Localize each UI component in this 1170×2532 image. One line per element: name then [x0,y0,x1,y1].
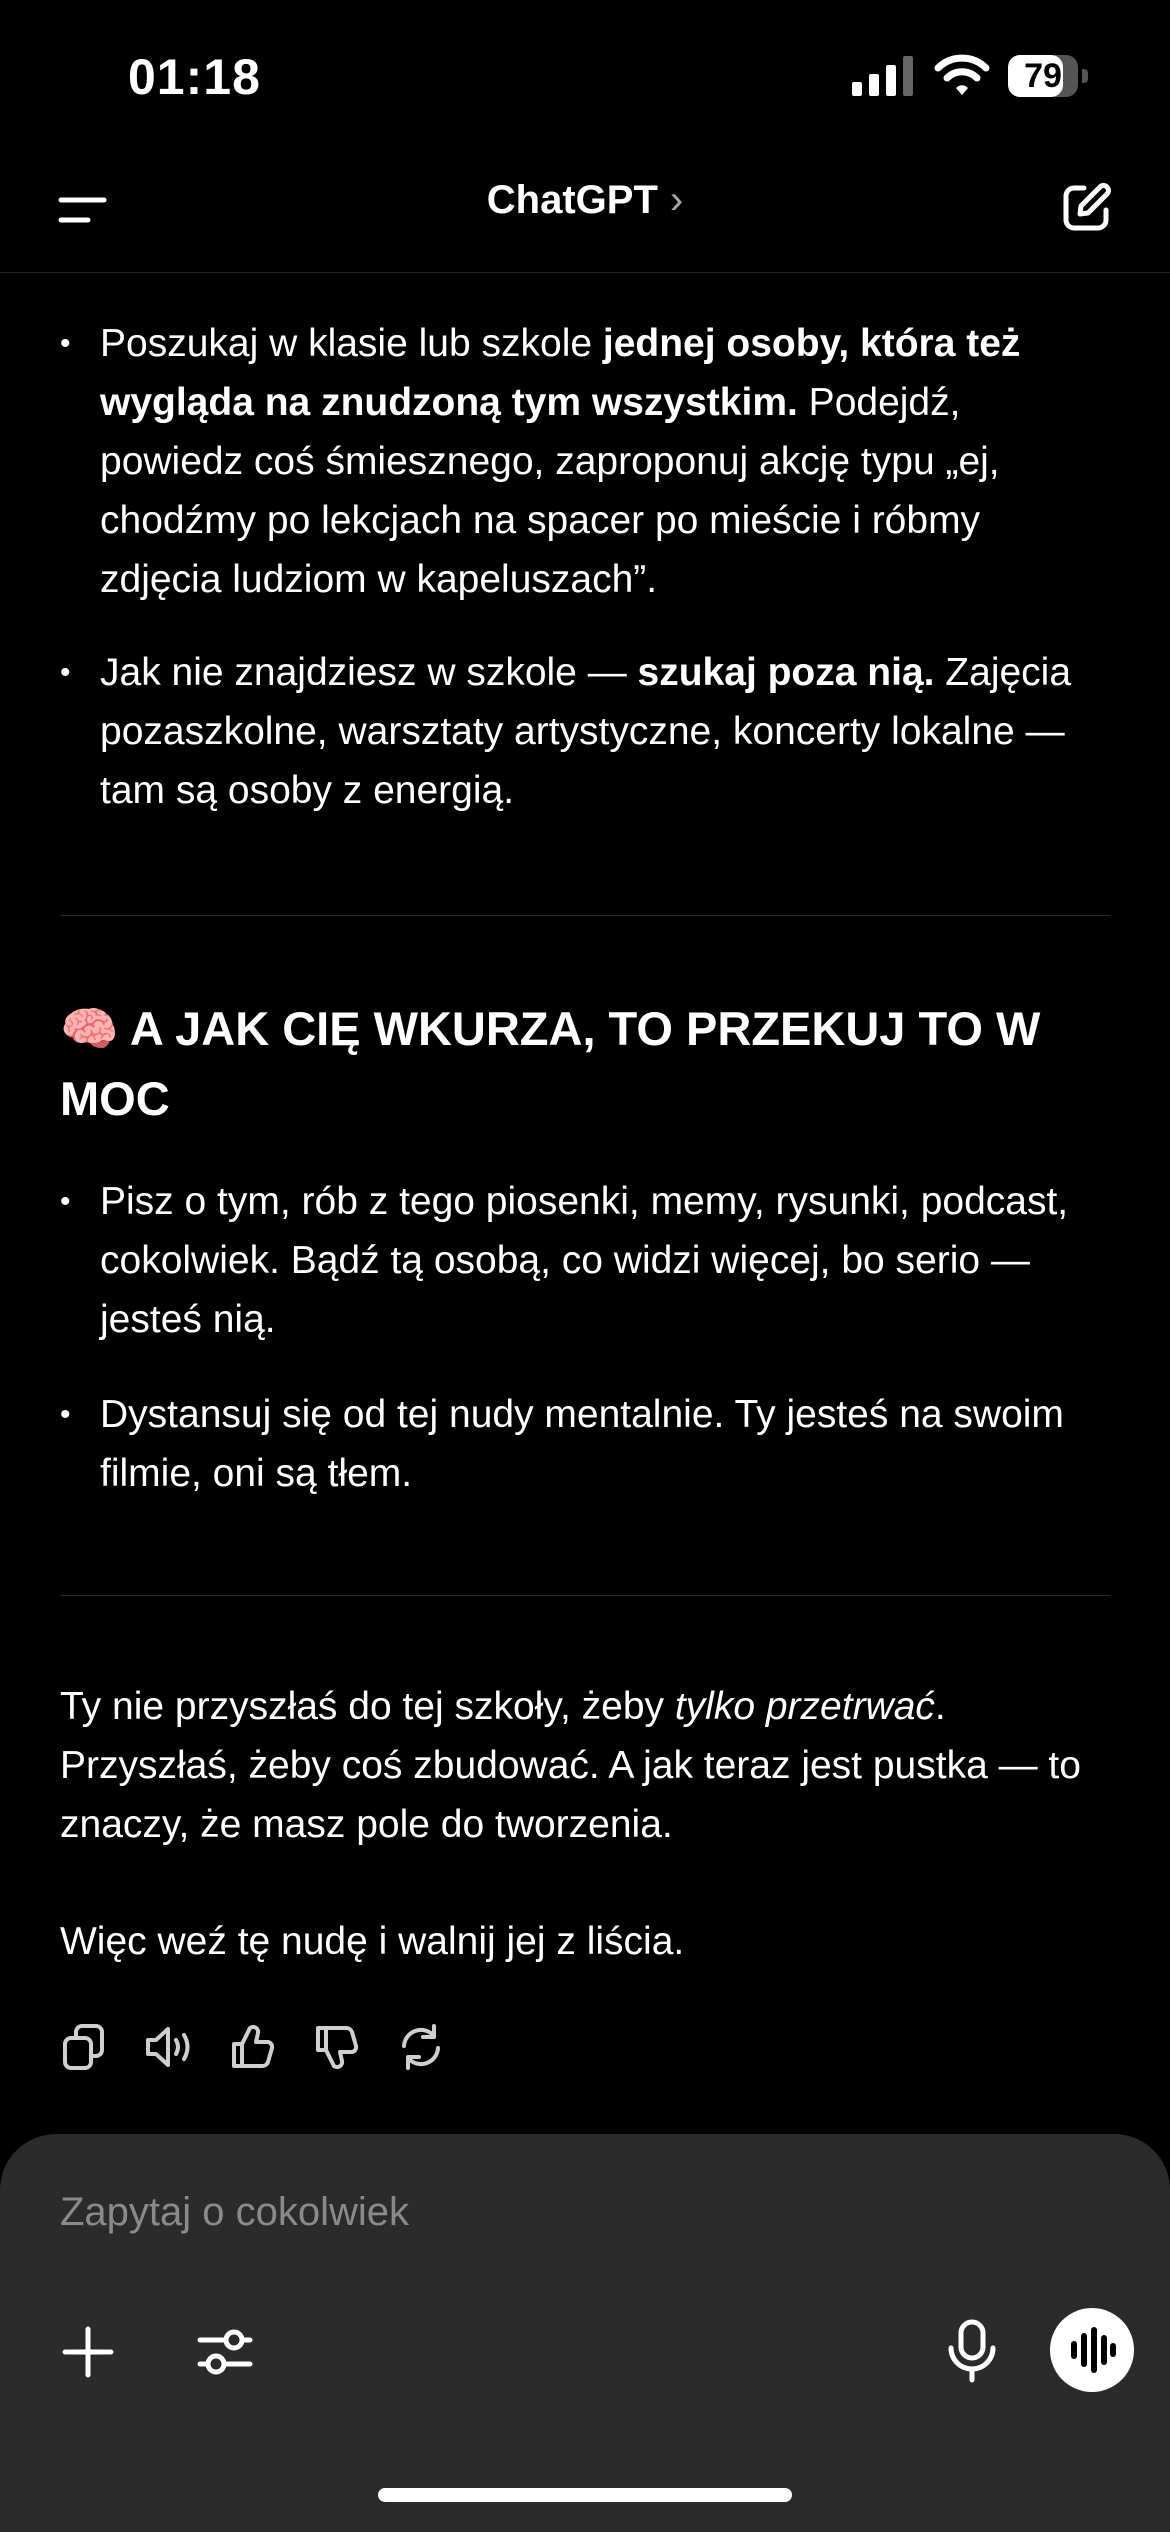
copy-button[interactable] [60,2020,110,2074]
plus-icon [60,2324,116,2380]
read-aloud-icon [144,2020,194,2074]
tools-button[interactable] [196,2324,254,2380]
regenerate-icon [396,2020,446,2074]
divider [60,1595,1110,1596]
closing-line: Więc weź tę nudę i walnij jej z liścia. [60,1920,685,1963]
thumbs-down-button[interactable] [312,2020,362,2074]
battery-icon [1008,55,1088,97]
status-time: 01:18 [128,49,261,105]
regenerate-button[interactable] [396,2020,446,2074]
list-item: • Dystansuj się od tej nudy mentalnie. Ty jesteś na swoim filmie, oni są tłem. [60,1385,1110,1503]
thumbs-up-button[interactable] [228,2020,278,2074]
section-heading: 🧠 A JAK CIĘ WKURZA, TO PRZEKUJ TO W MOC [60,1002,1041,1125]
microphone-icon [946,2318,998,2384]
new-chat-button[interactable] [1058,180,1114,236]
tools-icon [196,2324,254,2380]
closing-paragraph: Ty nie przyszłaś do tej szkoły, żeby tylko przetrwać. Przyszłaś, żeby coś zbudować. A jak teraz jest pustka — to znaczy, że masz pole do tworzenia. [60,1685,1081,1846]
voice-mode-icon [1050,2308,1134,2392]
edit-icon [1058,180,1114,236]
thumbs-up-icon [228,2020,278,2074]
thumbs-down-icon [312,2020,362,2074]
list-item: • Jak nie znajdziesz w szkole — szukaj poza nią. Zajęcia pozaszkolne, warsztaty artystyczne, koncerty lokalne — tam są osoby z energią. [60,643,1110,820]
page-title: ChatGPT [486,178,658,222]
top-nav-bar [0,150,1170,273]
assistant-message [60,272,1110,2102]
copy-icon [60,2020,110,2074]
home-indicator[interactable] [378,2488,792,2502]
prompt-input[interactable]: Zapytaj o cokolwiek [60,2190,410,2234]
wifi-icon [934,52,990,98]
attach-button[interactable] [60,2324,116,2380]
divider [60,915,1110,916]
message-actions [60,2020,560,2080]
composer [0,2134,1170,2532]
dictation-button[interactable] [946,2318,998,2384]
cellular-signal-icon [852,56,916,96]
bullet-list [60,314,1110,820]
read-aloud-button[interactable] [144,2020,194,2074]
list-item: • Poszukaj w klasie lub szkole jednej osoby, która też wygląda na znudzoną tym wszystkim. Podejdź, powiedz coś śmiesznego, zaproponuj akcję typu „ej, chodźmy po lekcjach na spacer po mieście i róbmy zdjęcia ludziom w kapeluszach”. [60,314,1110,609]
list-item: • Pisz o tym, rób z tego piosenki, memy, rysunki, podcast, cokolwiek. Bądź tą osobą, co widzi więcej, bo serio — jesteś nią. [60,1172,1110,1349]
battery-percentage: 79 [1024,57,1062,95]
bullet-list [60,1172,1110,1503]
brain-emoji-icon: 🧠 [60,1002,119,1055]
voice-mode-button[interactable] [1050,2308,1134,2392]
model-selector[interactable] [0,178,1170,223]
chevron-right-icon: › [669,178,684,222]
status-bar [0,0,1170,150]
